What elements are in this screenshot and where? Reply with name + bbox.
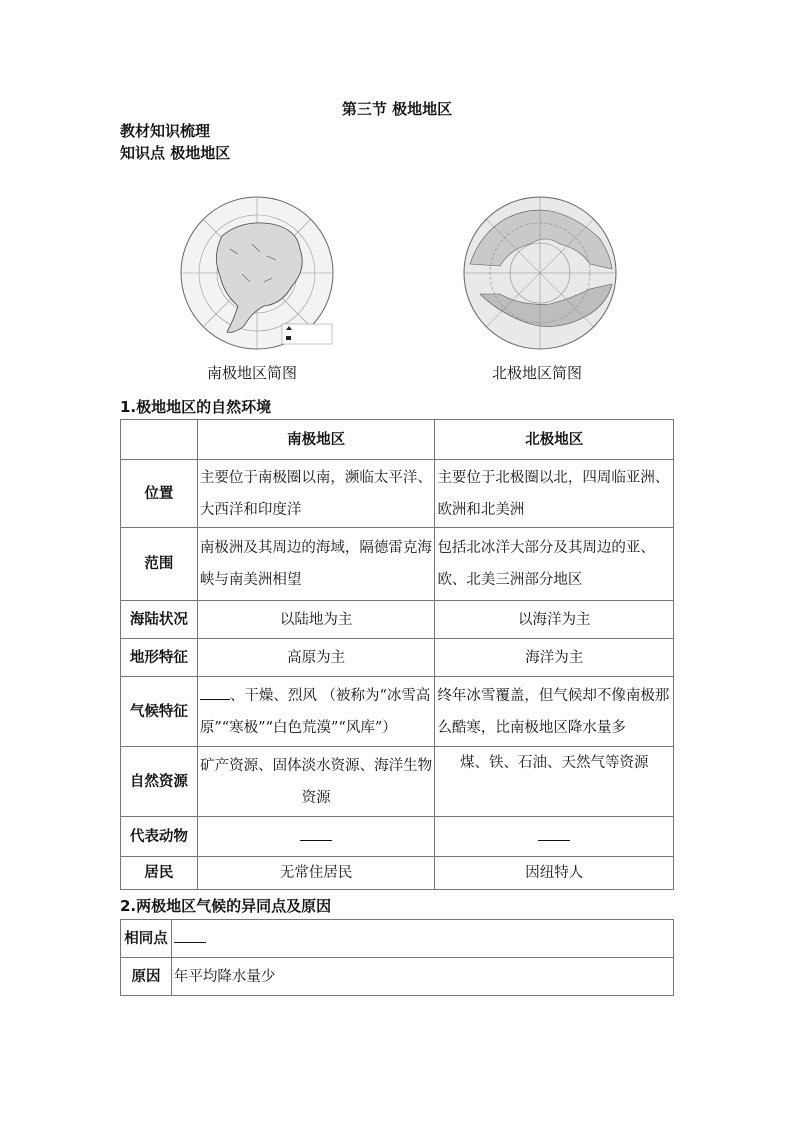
row-label: 地形特征 — [121, 639, 198, 677]
south-cell: 南极洲及其周边的海域，隔德雷克海峡与南美洲相望 — [197, 528, 435, 601]
page-title: 第三节 极地地区 — [341, 100, 453, 118]
fill-blank — [174, 928, 206, 943]
fill-blank — [200, 685, 230, 700]
table-row — [121, 958, 674, 996]
row-label: 自然资源 — [121, 747, 198, 817]
natural-environment-table — [120, 419, 674, 890]
north-cell: 因纽特人 — [435, 857, 674, 890]
table-row — [121, 528, 674, 601]
north-cell: 海洋为主 — [435, 639, 674, 677]
table1-heading: 1.极地地区的自然环境 — [120, 398, 272, 416]
section-heading: 教材知识梳理 — [120, 122, 211, 140]
row-label: 代表动物 — [121, 817, 198, 857]
south-cell: 以陆地为主 — [197, 601, 435, 639]
row-label: 海陆状况 — [121, 601, 198, 639]
climate-comparison-table — [120, 919, 674, 996]
row-label: 原因 — [121, 958, 172, 996]
table-row — [121, 601, 674, 639]
north-cell: 煤、铁、石油、天然气等资源 — [435, 747, 674, 817]
table-header-empty — [121, 420, 198, 460]
row-label: 居民 — [121, 857, 198, 890]
fill-blank — [538, 826, 570, 841]
row-label: 范围 — [121, 528, 198, 601]
south-cell: 主要位于南极圈以南，濒临太平洋、大西洋和印度洋 — [197, 460, 435, 528]
north-cell: 包括北冰洋大部分及其周边的亚、欧、北美三洲部分地区 — [435, 528, 674, 601]
row-label: 气候特征 — [121, 677, 198, 747]
south-pole-map — [172, 194, 342, 352]
topic-heading: 知识点 极地地区 — [120, 144, 231, 162]
table-row — [121, 857, 674, 890]
north-cell: 主要位于北极圈以北，四周临亚洲、欧洲和北美洲 — [435, 460, 674, 528]
fill-blank — [300, 826, 332, 841]
north-cell: 以海洋为主 — [435, 601, 674, 639]
south-cell: 无常住居民 — [197, 857, 435, 890]
row-label: 相同点 — [121, 920, 172, 958]
north-map-caption: 北极地区简图 — [492, 364, 583, 382]
table2-heading: 2.两极地区气候的异同点及原因 — [120, 897, 332, 915]
north-cell — [435, 817, 674, 857]
north-cell: 终年冰雪覆盖，但气候却不像南极那么酷寒，比南极地区降水量多 — [435, 677, 674, 747]
col-north: 北极地区 — [435, 420, 674, 460]
table-row — [121, 677, 674, 747]
table-row — [121, 817, 674, 857]
value-cell — [171, 920, 673, 958]
value-cell: 年平均降水量少 — [171, 958, 673, 996]
south-map-caption: 南极地区简图 — [207, 364, 298, 382]
table-row — [121, 920, 674, 958]
south-cell: 高原为主 — [197, 639, 435, 677]
south-cell — [197, 817, 435, 857]
table-row — [121, 747, 674, 817]
north-pole-map — [460, 194, 620, 352]
south-cell — [197, 677, 435, 747]
south-cell: 矿产资源、固体淡水资源、海洋生物资源 — [197, 747, 435, 817]
south-cell-text: 、干燥、烈风 （被称为“冰雪高原”“寒极”“白色荒漠”“风库”） — [199, 687, 431, 736]
table-row — [121, 639, 674, 677]
table-row — [121, 460, 674, 528]
col-south: 南极地区 — [197, 420, 435, 460]
row-label: 位置 — [121, 460, 198, 528]
